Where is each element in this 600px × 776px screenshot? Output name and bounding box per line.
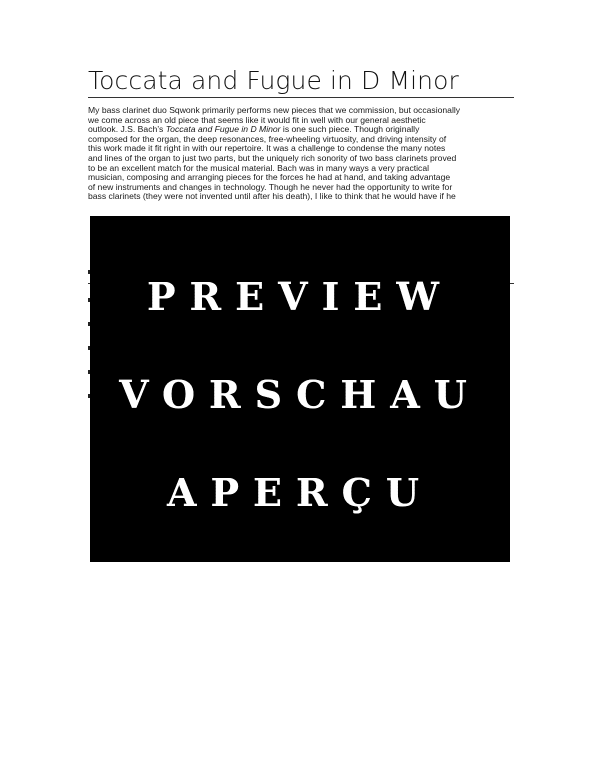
watermark-apercu: APERÇU: [90, 470, 510, 515]
paragraph-line: we come across an old piece that seems like it would fit in well with our general aesthetic: [88, 114, 426, 125]
preview-watermark-overlay: [90, 216, 510, 562]
paragraph-line: My bass clarinet duo Sqwonk primarily performs new pieces that we commission, but occasionally: [88, 105, 461, 115]
paragraph-text: outlook. J.S. Bach’s: [88, 124, 166, 135]
paragraph-line: composed for the organ, the deep resonances, free-wheeling virtuosity, and driving intensity of: [88, 133, 447, 144]
paragraph-line: of new instruments and changes in technology. Though he never had the opportunity to write for: [88, 181, 453, 192]
title-underline: [88, 97, 514, 98]
page-title: Toccata and Fugue in D Minor: [88, 66, 459, 95]
watermark-vorschau: VORSCHAU: [90, 372, 510, 417]
paragraph-line: and lines of the organ to just two parts, but the uniquely rich sonority of two bass clarinets proved: [88, 152, 457, 163]
paragraph-line: this work made it fit right in with our repertoire. It was a challenge to condense the many notes: [88, 143, 446, 154]
paragraph-text: is one such piece. Though originally: [280, 124, 420, 135]
body-paragraph: [88, 106, 514, 202]
paragraph-line: musician, composing and arranging pieces for the forces he had at hand, and taking advantage: [88, 172, 451, 183]
work-title-italic: Toccata and Fugue in D Minor: [165, 124, 281, 135]
paragraph-line: to be an excellent match for the musical material. Bach was in many ways a very practical: [88, 162, 430, 173]
watermark-preview: PREVIEW: [90, 274, 510, 319]
paragraph-line: bass clarinets (they were not invented until after his death), I like to think that he would have if he: [88, 191, 456, 202]
